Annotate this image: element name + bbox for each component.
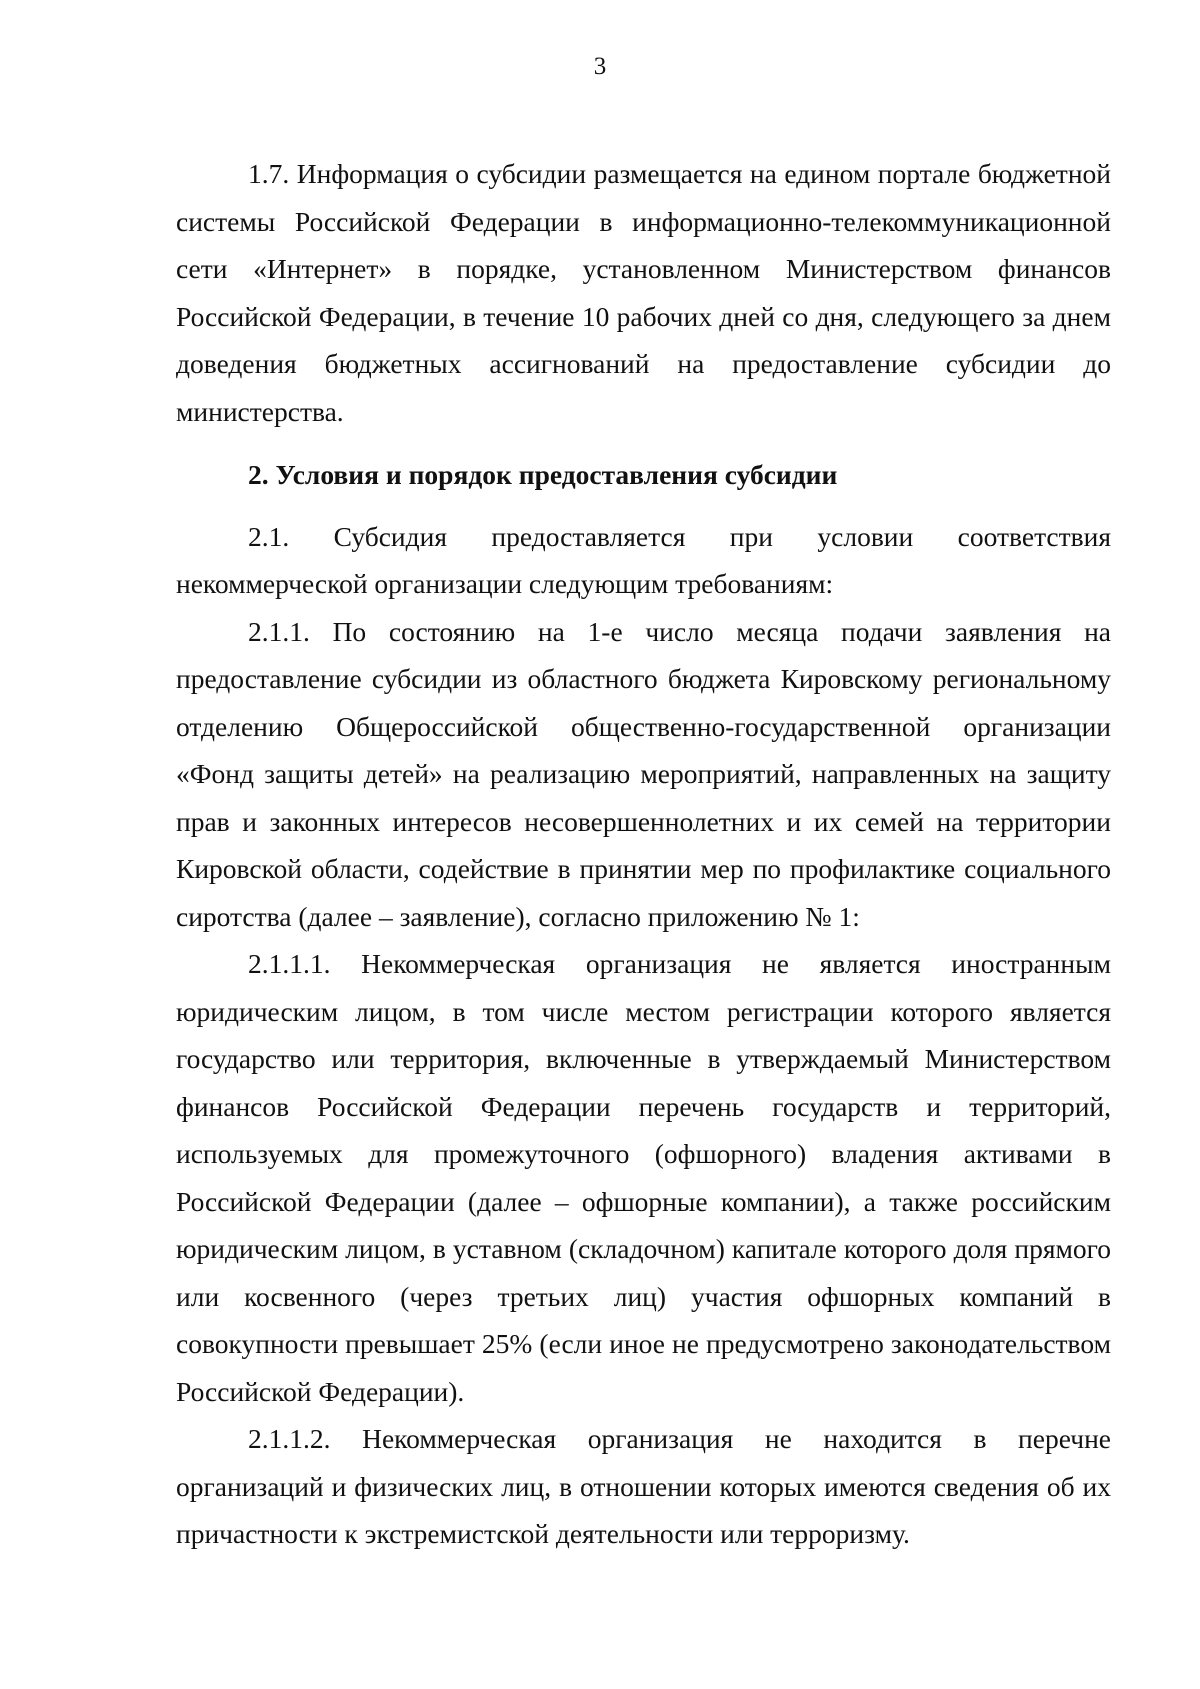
- paragraph-2-1-1-1: 2.1.1.1. Некоммерческая организация не является иностранным юридическим лицом, в том числе местом регистрации которого является государство или территория, включенные в утверждаемый Министерством финансов Российской Федерации перечень государств и территорий, используемых для промежуточного (офшорного) владения активами в Российской Федерации (далее – офшорные компании), а также российским юридическим лицом, в уставном (складочном) капитале которого доля прямого или косвенного (через третьих лиц) участия офшорных компаний в совокупности превышает 25% (если иное не предусмотрено законодательством Российской Федерации).: [176, 948, 1111, 1407]
- page-number: 3: [593, 53, 607, 80]
- document-body: [176, 150, 1111, 1558]
- paragraph-2-1: 2.1. Субсидия предоставляется при условии соответствия некоммерческой организации следующим требованиям:: [176, 520, 1111, 599]
- paragraph-2-1-1: 2.1.1. По состоянию на 1-е число месяца подачи заявления на предоставление субсидии из областного бюджета Кировскому региональному отделению Общероссийской общественно-государственной организации «Фонд защиты детей» на реализацию мероприятий, направленных на защиту прав и законных интересов несовершеннолетних и их семей на территории Кировской области, содействие в принятии мер по профилактике социального сиротства (далее – заявление), согласно приложению № 1:: [176, 615, 1111, 932]
- section-heading: 2. Условия и порядок предоставления субсидии: [248, 459, 838, 490]
- paragraph-2-1-1-2: 2.1.1.2. Некоммерческая организация не находится в перечне организаций и физических лиц, в отношении которых имеются сведения об их причастности к экстремистской деятельности или терроризму.: [176, 1423, 1111, 1549]
- paragraph-1-7: 1.7. Информация о субсидии размещается на едином портале бюджетной системы Российской Федерации в информационно-телекоммуникационной сети «Интернет» в порядке, установленном Министерством финансов Российской Федерации, в течение 10 рабочих дней со дня, следующего за днем доведения бюджетных ассигнований на предоставление субсидии до министерства.: [176, 158, 1111, 427]
